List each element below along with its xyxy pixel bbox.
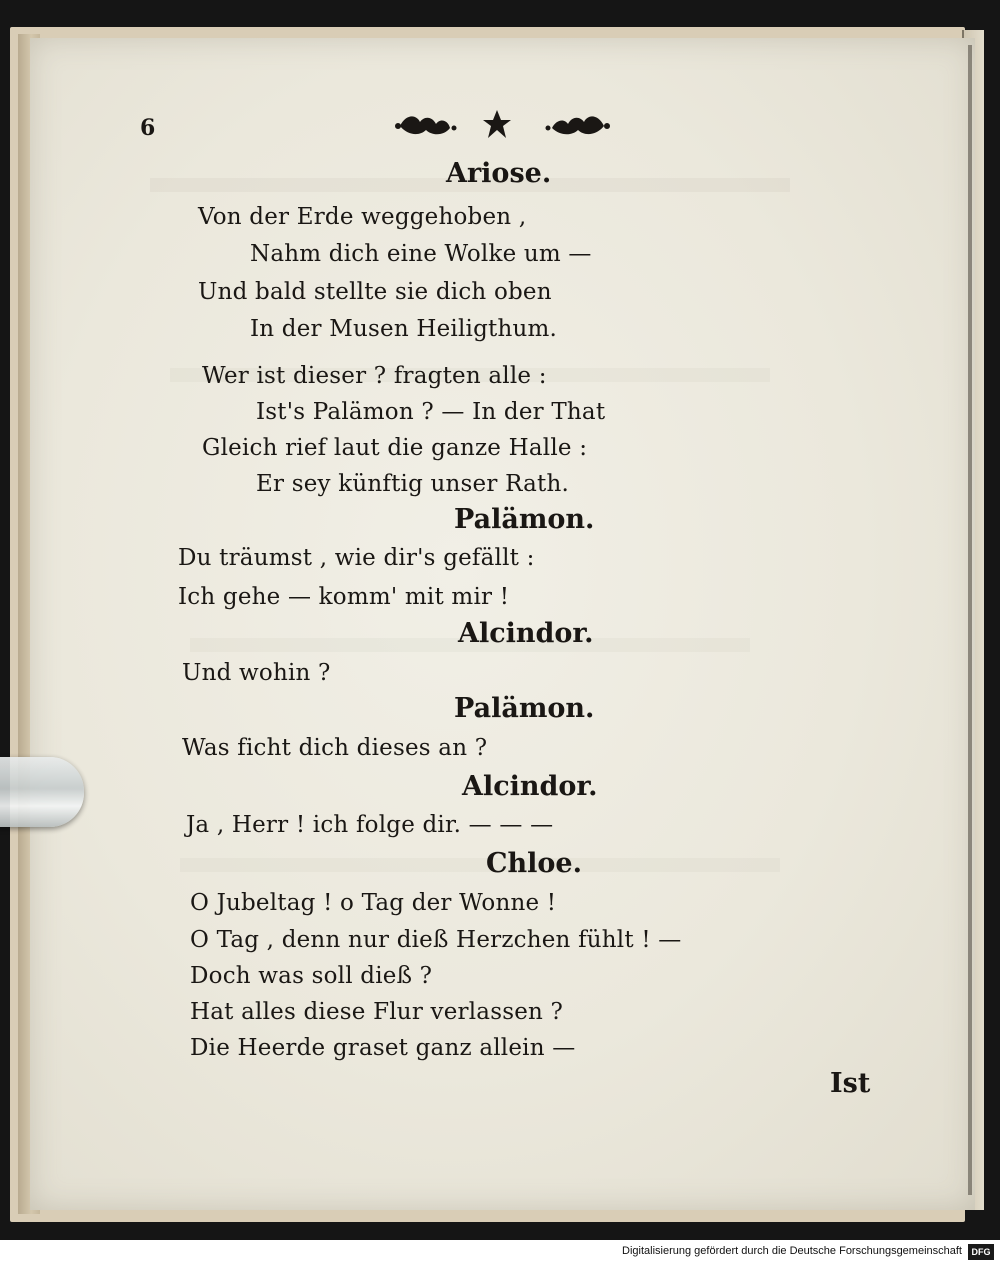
verse-line: Wer ist dieser ? fragten alle : <box>202 363 547 389</box>
section-heading: Ariose. <box>446 158 552 189</box>
dialogue-line: Die Heerde graset ganz allein — <box>190 1035 576 1061</box>
verse-line: Ist's Palämon ? — In der That <box>256 399 606 425</box>
footer-credit: Digitalisierung gefördert durch die Deutsche Forschungsgemeinschaft <box>622 1245 962 1257</box>
verse-line: Von der Erde weggehoben , <box>198 204 527 230</box>
dialogue-line: Ich gehe — komm' mit mir ! <box>178 584 510 610</box>
speaker-name: Palämon. <box>454 693 595 724</box>
dialogue-line: Doch was soll dieß ? <box>190 963 433 989</box>
speaker-name: Palämon. <box>454 504 595 535</box>
footer-bar <box>0 1240 1000 1265</box>
dialogue-line: Ja , Herr ! ich folge dir. — — — <box>186 812 554 838</box>
book-page <box>30 38 975 1210</box>
page-fold-line <box>968 45 972 1195</box>
catchword: Ist <box>830 1068 871 1099</box>
dialogue-line: Du träumst , wie dir's gefällt : <box>178 545 535 571</box>
dialogue-line: Und wohin ? <box>182 660 331 686</box>
verse-line: In der Musen Heiligthum. <box>250 316 558 342</box>
dialogue-line: O Tag , denn nur dieß Herzchen fühlt ! — <box>190 927 682 953</box>
verse-line: Nahm dich eine Wolke um — <box>250 241 592 267</box>
page-number: 6 <box>140 115 156 141</box>
dialogue-line: Was ficht dich dieses an ? <box>182 735 488 761</box>
dialogue-line: Hat alles diese Flur verlassen ? <box>190 999 564 1025</box>
verse-line: Und bald stellte sie dich oben <box>198 279 552 305</box>
dialogue-line: O Jubeltag ! o Tag der Wonne ! <box>190 890 557 916</box>
ornament-icon <box>392 106 614 142</box>
bleed-through <box>180 858 780 872</box>
speaker-name: Alcindor. <box>458 618 594 649</box>
speaker-name: Alcindor. <box>462 771 598 802</box>
page-clip <box>0 757 84 827</box>
speaker-name: Chloe. <box>486 848 582 879</box>
verse-line: Er sey künftig unser Rath. <box>256 471 569 497</box>
verse-line: Gleich rief laut die ganze Halle : <box>202 435 588 461</box>
dfg-logo-icon: DFG <box>968 1244 994 1260</box>
